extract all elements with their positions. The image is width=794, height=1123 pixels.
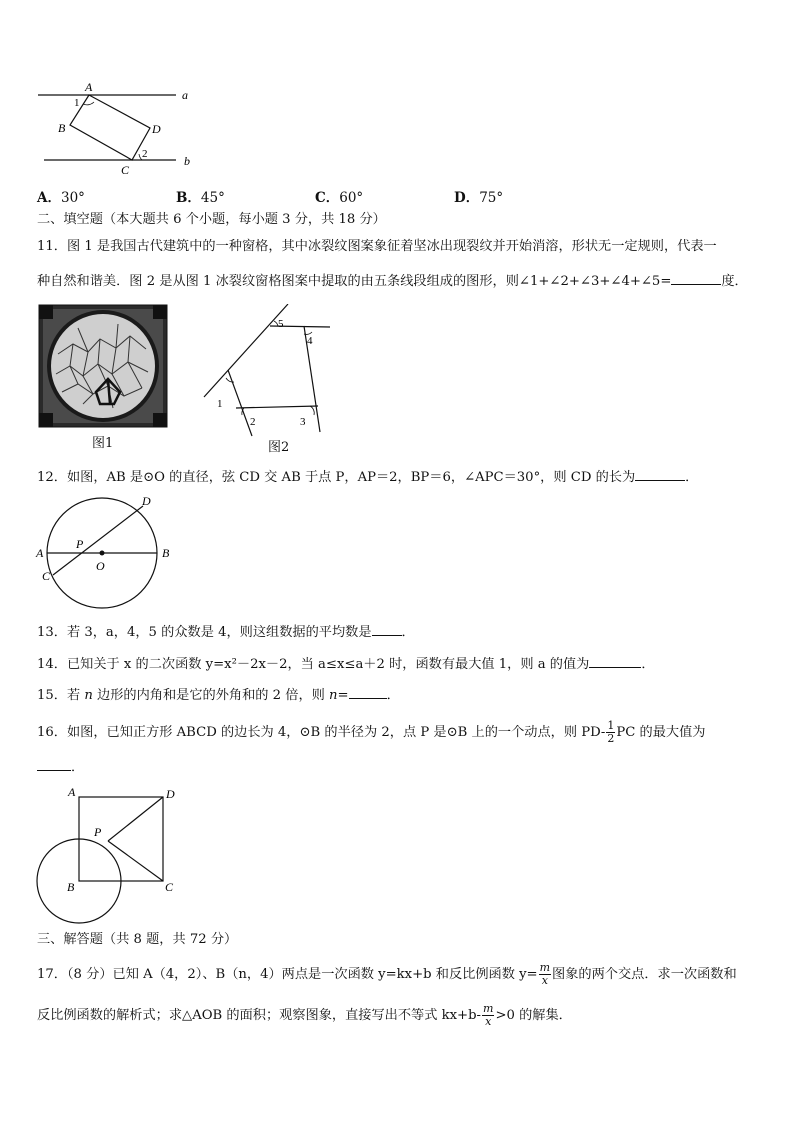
section3-heading: 三、解答题（共 8 题，共 72 分）	[37, 932, 238, 947]
label-B: B	[58, 121, 66, 135]
q11-line1: 11．图 1 是我国古代建筑中的一种窗格，其中冰裂纹图案象征着坚冰出现裂纹并开始消溶，形状无一定规则，代表一	[37, 239, 717, 254]
q16-answer-line: ．	[37, 758, 84, 777]
q12-text: 12．如图，AB 是⊙O 的直径，弦 CD 交 AB 于点 P，AP＝2，BP＝6，∠APC＝30°，则 CD 的长为 ．	[37, 470, 699, 485]
parallel-lines-figure	[36, 80, 206, 180]
label-D: D	[142, 494, 151, 508]
label-O: O	[96, 559, 105, 573]
choice-d: D．75°	[454, 190, 504, 206]
q16-text: 16．如图，已知正方形 ABCD 的边长为 4，⊙B 的半径为 2，点 P 是⊙B 上的一个动点，则 PD- $\frac{1}{2}$ PC 的最大值为	[37, 719, 706, 745]
label-B: B	[67, 880, 75, 894]
label-C: C	[165, 880, 174, 894]
label-2: 2	[142, 148, 148, 160]
section2-heading: 二、填空题（本大题共 6 个小题，每小题 3 分，共 18 分）	[37, 212, 386, 227]
rectangle-abcd	[70, 95, 150, 160]
label-C: C	[121, 163, 130, 177]
q17-line2: 反比例函数的解析式；求△AOB 的面积；观察图象，直接写出不等式 kx+b- $\frac{m}{x}$ >0 的解集．	[37, 1002, 572, 1028]
square-circle-figure	[36, 784, 186, 926]
label-D: D	[166, 787, 175, 801]
label-P: P	[94, 825, 102, 839]
fig2-caption: 图2	[268, 440, 290, 455]
label-A: A	[68, 785, 76, 799]
angle-label-5: 5	[278, 318, 284, 330]
label-D: D	[152, 122, 161, 136]
q13-text: 13．若 3，a，4，5 的众数是 4，则这组数据的平均数是 ．	[37, 625, 415, 640]
label-a: a	[182, 88, 188, 102]
fig1-caption: 图1	[92, 436, 114, 451]
angle-label-2: 2	[250, 416, 256, 428]
choice-b: B．45°	[176, 190, 225, 206]
angle-label-1: 1	[217, 398, 223, 410]
q15-text: 15．若 n 边形的内角和是它的外角和的 2 倍，则 n= ．	[37, 688, 400, 703]
angle-label-4: 4	[307, 335, 313, 347]
five-segments-figure	[200, 304, 340, 440]
q14-text: 14．已知关于 x 的二次函数 y=x²－2x－2，当 a≤x≤a＋2 时，函数有最大值 1，则 a 的值为 ．	[37, 657, 655, 672]
label-b: b	[184, 154, 190, 168]
label-A: A	[85, 80, 93, 94]
label-A: A	[36, 546, 44, 560]
label-B: B	[162, 546, 170, 560]
circle-chord-figure	[34, 492, 184, 610]
choice-a: A．30°	[37, 190, 85, 206]
ice-crack-window-figure	[38, 304, 168, 428]
q11-line2: 种自然和谐美．图 2 是从图 1 冰裂纹窗格图案中提取的由五条线段组成的图形，则∠1+∠2+∠3+∠4+∠5= 度．	[37, 274, 748, 289]
label-P: P	[76, 537, 84, 551]
choice-c: C．60°	[315, 190, 364, 206]
label-1: 1	[74, 97, 80, 109]
angle-label-3: 3	[300, 416, 306, 428]
label-C: C	[42, 569, 51, 583]
q17-line1: 17．（8 分）已知 A（4，2）、B（n，4）两点是一次函数 y=kx+b 和反比例函数 y= $\frac{m}{x}$ 图象的两个交点．求一次函数和	[37, 961, 737, 987]
